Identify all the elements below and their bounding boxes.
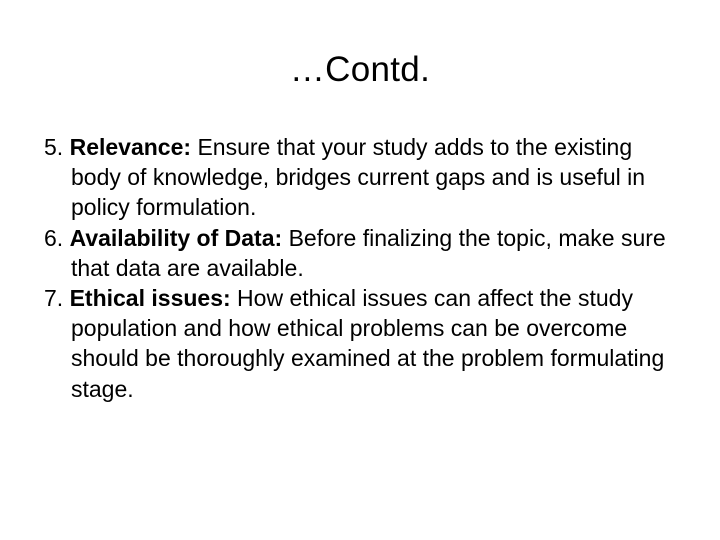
point-term: Relevance: (69, 134, 192, 160)
point-ethical-issues (44, 283, 684, 404)
point-text: Before finalizing the topic, make sure that data are available. (71, 224, 666, 281)
point-text: How ethical issues can affect the study population and how ethical problems can be overcome should be thoroughly examined at the problem formulating stage. (71, 285, 665, 402)
point-number: 7. (44, 285, 64, 312)
point-term: Availability of Data: (69, 224, 283, 251)
point-availability-of-data (44, 223, 684, 283)
point-term: Ethical issues: (69, 285, 231, 312)
point-text: Ensure that your study adds to the existing body of knowledge, bridges current gaps and is useful in policy formulation. (71, 134, 646, 221)
slide-body (44, 132, 684, 404)
slide-title: …Contd. (289, 50, 431, 89)
point-number: 5. (44, 134, 64, 160)
point-number: 6. (44, 224, 64, 251)
point-relevance (44, 132, 684, 223)
